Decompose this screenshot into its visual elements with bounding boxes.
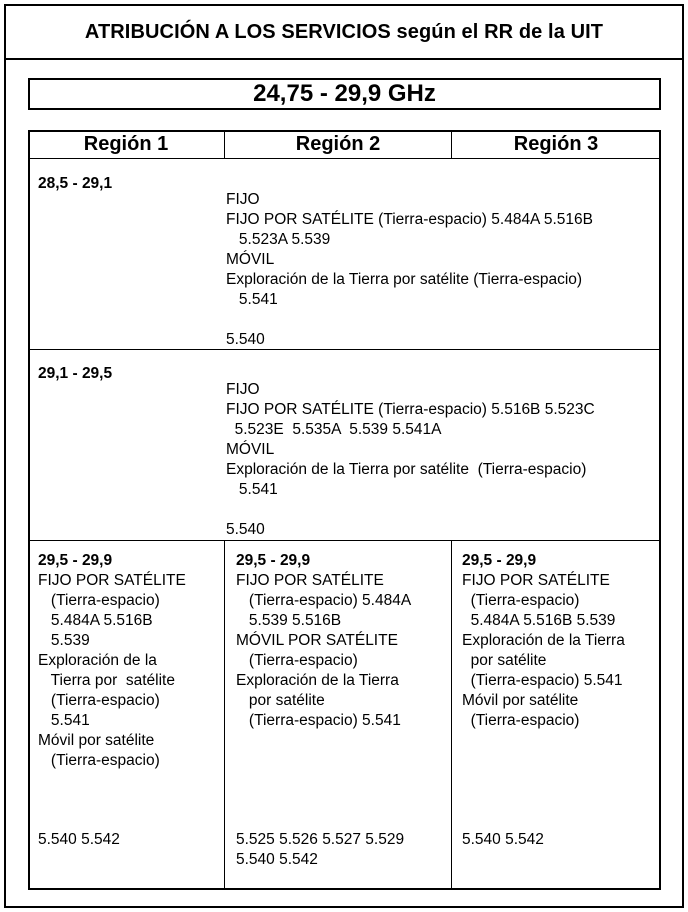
region-1-cell: [38, 551, 186, 771]
region-2-cell: [236, 551, 411, 731]
service-line: (Tierra-espacio) 5.541: [462, 672, 623, 689]
service-line: (Tierra-espacio) 5.541: [236, 712, 401, 729]
service-line: (Tierra-espacio) 5.484A: [236, 592, 412, 609]
service-line: Móvil por satélite: [38, 732, 155, 749]
region-1-header: Región 1: [83, 133, 169, 155]
service-line: por satélite: [462, 652, 547, 669]
header-divider: [28, 158, 661, 159]
region-2-header: Región 2: [295, 133, 381, 155]
service-line: 5.523E 5.535A 5.539 5.541A: [226, 421, 442, 438]
page-title: ATRIBUCIÓN A LOS SERVICIOS según el RR de la UIT: [4, 4, 684, 60]
cell-range: 29,5 - 29,9: [462, 552, 537, 569]
region-3-footnote: 5.540 5.542: [462, 831, 544, 848]
region-1-footnote: 5.540 5.542: [38, 831, 120, 848]
service-line: (Tierra-espacio): [38, 592, 160, 609]
service-line: (Tierra-espacio): [236, 652, 358, 669]
service-line: 5.523A 5.539: [226, 231, 331, 248]
service-line: (Tierra-espacio): [462, 712, 580, 729]
service-line: Tierra por satélite: [38, 672, 175, 689]
service-line: MÓVIL: [226, 251, 275, 268]
service-line: (Tierra-espacio): [38, 692, 160, 709]
service-line: Móvil por satélite: [462, 692, 579, 709]
footnote-line: 5.525 5.526 5.527 5.529: [236, 831, 405, 848]
service-line: Exploración de la Tierra: [462, 632, 625, 649]
service-line: Exploración de la Tierra por satélite (Tierra-espacio): [226, 271, 583, 288]
service-line: por satélite: [236, 692, 325, 709]
service-line: (Tierra-espacio): [462, 592, 580, 609]
service-line: 5.484A 5.516B: [38, 612, 153, 629]
row-divider-1: [28, 349, 661, 350]
region-2-footnotes: [236, 830, 404, 870]
region-3-cell: [462, 551, 625, 731]
split-col-divider-1: [224, 540, 225, 890]
row-2-footnote: 5.540: [226, 521, 265, 538]
service-line: FIJO POR SATÉLITE (Tierra-espacio) 5.484A 5.516B: [226, 211, 593, 228]
row-1-range: 28,5 - 29,1: [38, 175, 113, 192]
row-divider-2: [28, 540, 661, 541]
service-line: 5.539: [38, 632, 90, 649]
service-line: 5.541: [226, 481, 278, 498]
service-line: 5.541: [226, 291, 278, 308]
split-col-divider-2: [451, 540, 452, 890]
service-line: Exploración de la Tierra por satélite (Tierra-espacio): [226, 461, 587, 478]
service-line: FIJO: [226, 191, 260, 208]
service-line: MÓVIL: [226, 441, 275, 458]
row-1-footnote: 5.540: [226, 331, 265, 348]
service-line: Exploración de la Tierra: [236, 672, 399, 689]
service-line: FIJO POR SATÉLITE: [462, 572, 610, 589]
cell-range: 29,5 - 29,9: [38, 552, 113, 569]
service-line: 5.484A 5.516B 5.539: [462, 612, 616, 629]
footnote-line: 5.540 5.542: [236, 851, 318, 868]
row-1-services: [226, 190, 593, 310]
row-2-services: [226, 380, 595, 500]
service-line: FIJO: [226, 381, 260, 398]
cell-range: 29,5 - 29,9: [236, 552, 311, 569]
service-line: 5.539 5.516B: [236, 612, 342, 629]
frequency-band: 24,75 - 29,9 GHz: [28, 78, 661, 110]
service-line: FIJO POR SATÉLITE: [38, 572, 186, 589]
service-line: (Tierra-espacio): [38, 752, 160, 769]
region-3-header: Región 3: [513, 133, 599, 155]
service-line: Exploración de la: [38, 652, 157, 669]
service-line: FIJO POR SATÉLITE: [236, 572, 384, 589]
service-line: FIJO POR SATÉLITE (Tierra-espacio) 5.516B 5.523C: [226, 401, 595, 418]
row-2-range: 29,1 - 29,5: [38, 365, 113, 382]
service-line: 5.541: [38, 712, 90, 729]
service-line: MÓVIL POR SATÉLITE: [236, 632, 398, 649]
